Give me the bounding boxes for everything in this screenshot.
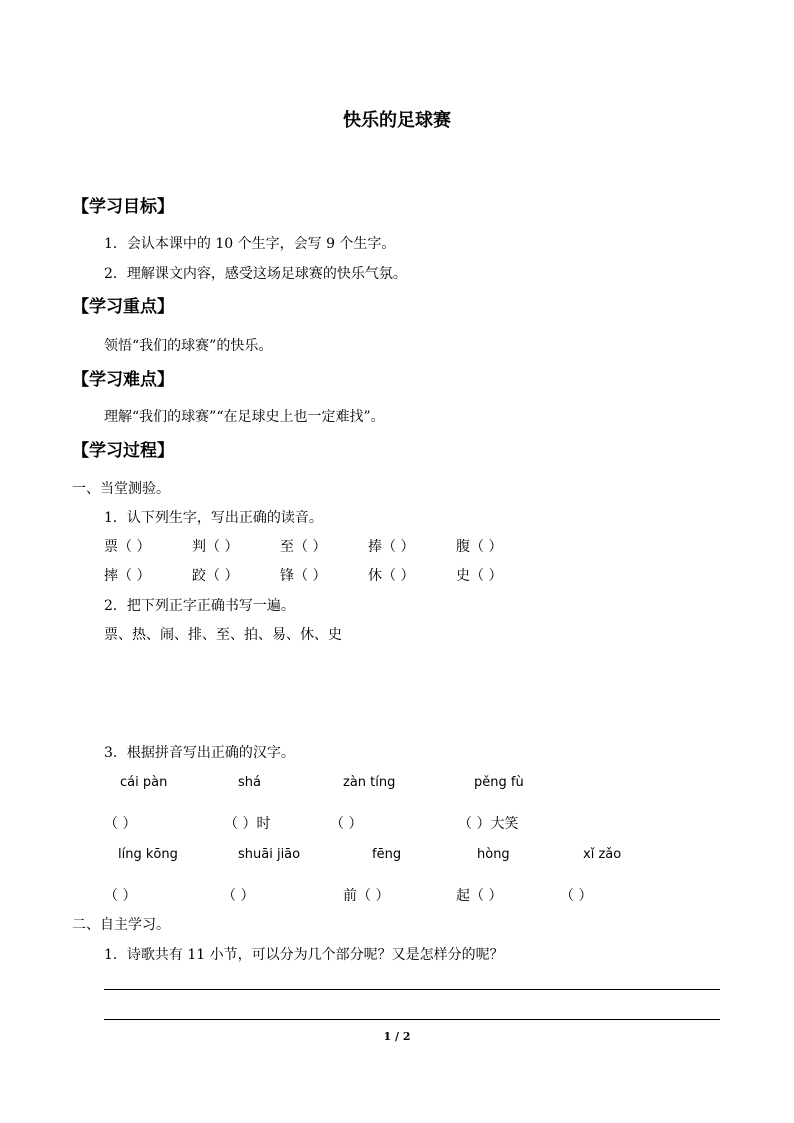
pinyin-item: xǐ zǎo xyxy=(583,847,622,862)
char-item: 摔（ ） xyxy=(104,568,151,584)
part2-question-1: 1．诗歌共有 11 小节，可以分为几个部分呢？又是怎样分的呢？ xyxy=(104,947,504,963)
question-2: 2．把下列正字正确书写一遍。 xyxy=(104,598,295,614)
answer-blank[interactable]: （ ）时 xyxy=(224,816,271,832)
goal-item: 1．会认本课中的 10 个生字，会写 9 个生字。 xyxy=(104,236,396,252)
pinyin-item: zàn tíng xyxy=(343,775,396,790)
question-1: 1．认下列生字，写出正确的读音。 xyxy=(104,510,323,526)
char-item: 锋（ ） xyxy=(280,568,327,584)
answer-blank[interactable]: 起（ ） xyxy=(456,888,503,904)
focus-text: 领悟“我们的球赛”的快乐。 xyxy=(104,338,273,354)
char-item: 票（ ） xyxy=(104,539,151,555)
answer-line[interactable] xyxy=(104,989,720,990)
answer-blank[interactable]: （ ） xyxy=(560,888,593,904)
pinyin-item: shuāi jiāo xyxy=(238,847,301,862)
char-item: 跤（ ） xyxy=(192,568,239,584)
answer-line[interactable] xyxy=(104,1019,720,1020)
answer-blank[interactable]: （ ） xyxy=(104,816,137,832)
part2-heading: 二、自主学习。 xyxy=(72,917,170,933)
char-item: 判（ ） xyxy=(192,539,239,555)
practice-chars: 票、热、闹、排、至、拍、易、休、史 xyxy=(104,627,342,643)
section-heading-focus: 【学习重点】 xyxy=(72,297,174,317)
page-number: 1 / 2 xyxy=(383,1030,411,1043)
char-item: 史（ ） xyxy=(456,568,503,584)
char-item: 休（ ） xyxy=(368,568,415,584)
section-heading-goals: 【学习目标】 xyxy=(72,197,174,217)
pinyin-item: cái pàn xyxy=(120,775,168,790)
char-item: 捧（ ） xyxy=(368,539,415,555)
char-item: 腹（ ） xyxy=(456,539,503,555)
answer-blank[interactable]: （ ） xyxy=(222,888,255,904)
char-item: 至（ ） xyxy=(280,539,327,555)
section-heading-process: 【学习过程】 xyxy=(72,441,174,461)
pinyin-item: líng kōng xyxy=(118,847,178,862)
answer-blank[interactable]: （ ） xyxy=(330,816,363,832)
pinyin-item: shá xyxy=(238,775,261,790)
difficulty-text: 理解“我们的球赛”“在足球史上也一定难找”。 xyxy=(104,409,385,425)
part1-heading: 一、当堂测验。 xyxy=(72,481,170,497)
page-title: 快乐的足球赛 xyxy=(343,110,451,131)
answer-blank[interactable]: （ ） xyxy=(104,888,137,904)
section-heading-difficulty: 【学习难点】 xyxy=(72,370,174,390)
goal-item: 2．理解课文内容，感受这场足球赛的快乐气氛。 xyxy=(104,266,407,282)
pinyin-item: pěng fù xyxy=(474,775,524,790)
question-3: 3．根据拼音写出正确的汉字。 xyxy=(104,745,295,761)
answer-blank[interactable]: （ ）大笑 xyxy=(458,816,519,832)
pinyin-item: hòng xyxy=(477,847,510,862)
answer-blank[interactable]: 前（ ） xyxy=(343,888,390,904)
pinyin-item: fēng xyxy=(372,847,402,862)
